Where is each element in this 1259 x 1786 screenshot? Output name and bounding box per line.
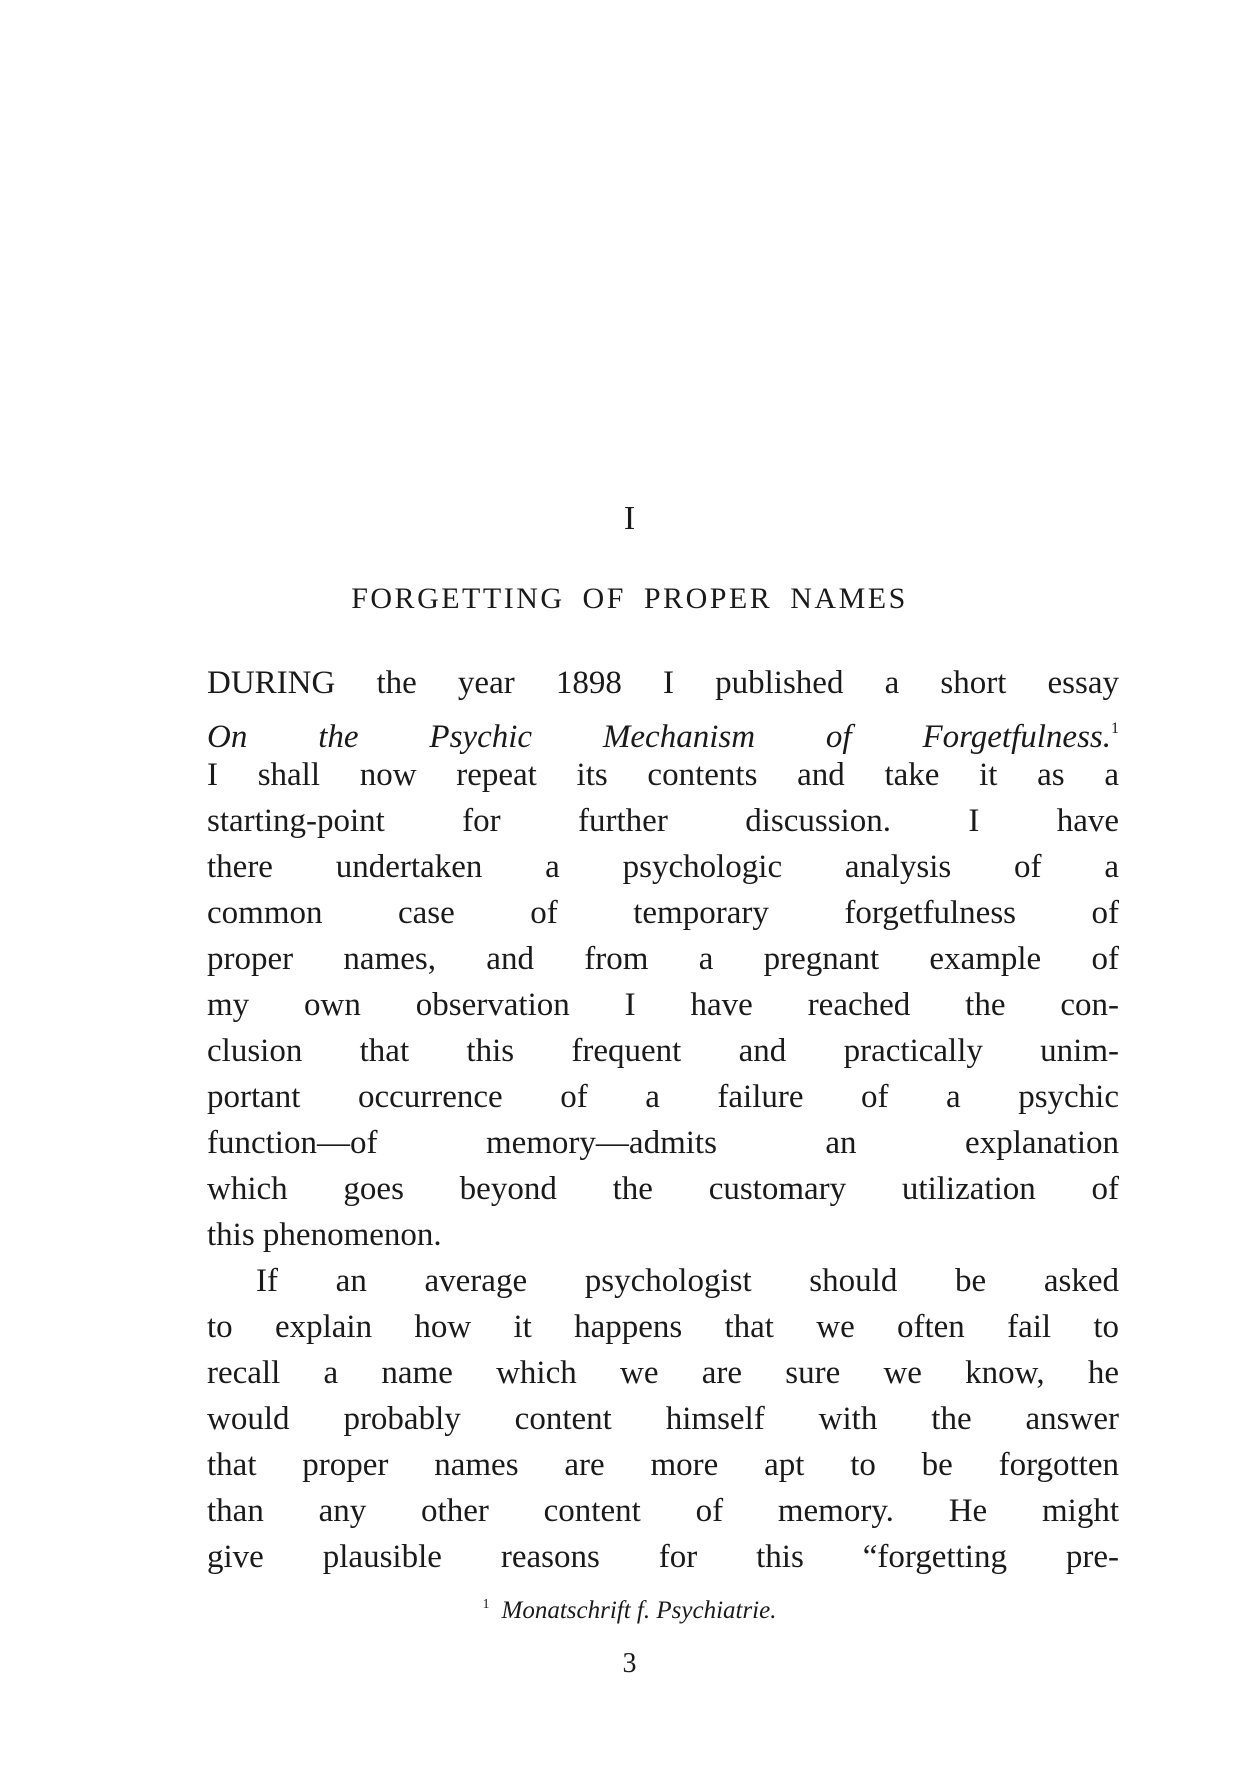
footnote-marker: 1 xyxy=(482,1597,490,1612)
footnote-ref: 1 xyxy=(1111,720,1119,737)
text-line: clusion that this frequent and practically unim- xyxy=(207,1033,1119,1069)
text-line: portant occurrence of a failure of a psychic xyxy=(207,1079,1119,1115)
text-line: common case of temporary forgetfulness of xyxy=(207,895,1119,931)
text-line: starting-point for further discussion. I have xyxy=(207,803,1119,839)
text-line xyxy=(207,660,1119,706)
line-text: the year 1898 I published a short essay xyxy=(335,665,1119,701)
chapter-number: I xyxy=(623,500,636,537)
text-line xyxy=(207,706,1119,755)
text-line: give plausible reasons for this “forgetting pre- xyxy=(207,1539,1119,1575)
footnote-text: Monatschrift f. Psychiatrie. xyxy=(501,1597,777,1624)
text-line: proper names, and from a pregnant example of xyxy=(207,941,1119,977)
page-number: 3 xyxy=(622,1648,637,1679)
text-line: which goes beyond the customary utilization of xyxy=(207,1171,1119,1207)
text-line: that proper names are more apt to be forgotten xyxy=(207,1447,1119,1483)
text-line: my own observation I have reached the con- xyxy=(207,987,1119,1023)
text-line: recall a name which we are sure we know, he xyxy=(207,1355,1119,1391)
text-line: than any other content of memory. He might xyxy=(207,1493,1119,1529)
text-line: I shall now repeat its contents and take it as a xyxy=(207,757,1119,793)
essay-title: On the Psychic Mechanism of Forgetfulness. xyxy=(207,719,1111,755)
footnote xyxy=(0,1597,1259,1625)
body-text xyxy=(207,660,1119,1580)
text-line: there undertaken a psychologic analysis of a xyxy=(207,849,1119,885)
text-line: to explain how it happens that we often fail to xyxy=(207,1309,1119,1345)
drop-word: DURING xyxy=(207,665,336,701)
text-line: this phenomenon. xyxy=(207,1217,442,1253)
text-line: If an average psychologist should be asked xyxy=(256,1263,1119,1299)
chapter-title: FORGETTING OF PROPER NAMES xyxy=(351,582,908,615)
text-line: would probably content himself with the answer xyxy=(207,1401,1119,1437)
text-line: function—of memory—admits an explanation xyxy=(207,1125,1119,1161)
